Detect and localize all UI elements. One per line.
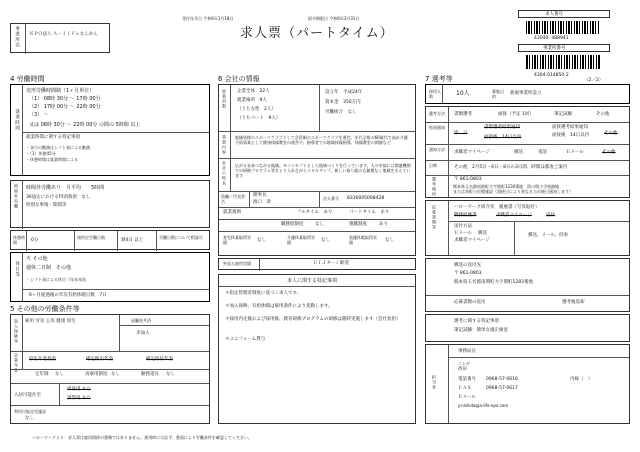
shift-1: （1） 08時 30分 〜 17時 00分 — [29, 96, 101, 102]
barcode-top — [526, 21, 600, 34]
special-notes-title: 求人に関する特記事項 — [287, 278, 338, 284]
shift-2: （2） 17時 00分 〜 22時 00分 — [29, 104, 101, 110]
application-docs-box: 応募書類等 ハローワーク紹介状 履歴書（写真貼付） 職務経歴書 求職者マイページ 送付 送付方法 Ｅメール 郵送 求職者マイページ 郵送、メール、持参 — [425, 200, 630, 256]
holiday-box: 休日等 火 その他 週休二日制 その他 ・シフト表による休日（年末年始 6ヶ月経過後の年次有給休暇日数 7日 — [10, 252, 210, 302]
working-hours-box: 就業時間 変形労働時間制（1ヶ月単位） （1） 08時 30分 〜 17時 00分 （2） 17時 00分 〜 22時 00分 （3） 〜 又は 08時 30分 〜 22時 00分 の間の 5時間 以上 就業時間に関する特記事項 ・各日の勤務はシフト表による勤務 ・（1）休憩45分 ・休憩時間は就業時間による — [10, 84, 210, 176]
deadline-date: 紹介期限日 令和6年3月31日 — [308, 16, 360, 21]
selection-notes-box: 選考に関する特記事項 筆記試験：簡単な適正検査 — [425, 314, 630, 342]
section-7-title: 7 選考等 — [425, 75, 453, 83]
hire-count-box: 採用人数 10人 募集目的 新規事業所設立 — [425, 84, 630, 104]
contact-email: y.nishida@a-life-npo.com — [458, 403, 509, 408]
job-number-box: 求人番号 — [518, 10, 610, 18]
company-info-box: 従業員数 企業全体 22人 就業場所 9人 （うち女性 2人） （うちパート 9人） 設立年 平成24年 資本金 350万円 労働組合 なし 事業内容 地域皆様のスポーツクラブとして会員制のスポーツクラブを運営。年代全般の60歳代で高め介護予防事業として健康体操教室の運営や、指導者での地域体操指導、体操教室の開催など 会社の特長 広がる未来つながる地域。モコンセプトとした地域づくりを行っています。人の幸福には関連機関での研修プログラム等をとり入れながらスタルアップ。新しい取り組みも無理なく地域を支えています 役職／代表者名 理事長 渡口 貴 法人番号 8330005008428 就業規則 フルタイム あり パートタイム あり 職務給制度 なし 復職制度 あり 育児休業取得実績 なし 介護休業取得実績 なし 看護休暇取得実績 なし — [218, 84, 416, 256]
office-number-box: 事業所番号 — [518, 44, 610, 52]
page-title: 求人票（パートタイム） — [240, 26, 394, 41]
mailing-box: 郵送の送付先 〒 861-0803 熊本県玉名郡南関町大字関町1283番地 応募書類の返戻 選考後返却 — [425, 258, 630, 312]
received-date: 受付年月日 令和6年1月18日 — [182, 16, 234, 21]
job-number: 43040- 488941 — [534, 36, 569, 41]
office-name: ＮＰＯ法人 Ａ－ｌｉｆｅなんかん — [29, 32, 98, 37]
contact-box: 担当者 事務局長 ニシダ 西田 電話番号 0968-57-0616 内線（ ） ＦＡＸ 0968-57-0617 Ｅメール y.nishida@a-life-npo.com — [425, 344, 630, 424]
office-name-label: 事業所名 — [14, 26, 20, 48]
shift-head: 変形労働時間制（1ヶ月単位） — [26, 88, 95, 94]
section-6-title: 6 会社の情報 — [218, 75, 260, 83]
venue-address: 熊本県玉名郡南関町大字関町1230番地 街の関小学校跡地 または南町公民館施設（面接日により異なるため後日通知します） — [453, 184, 573, 194]
form-code: 4304-014850-2 — [534, 73, 569, 78]
other-conditions-box: 加入保険等 雇用 労災 公災 健康 厚生 退職金共済 未加入 企業年金 厚生年金基金 確定拠出年金 確定給付年金 定年制 なし 再雇用制度 なし 勤務延長 なし 入居可能住宅 単身用 あり 世帯用 あり 利用可能託児施設 なし — [10, 314, 210, 424]
shift-3: （3） 〜 — [29, 112, 49, 118]
break-box: 休憩時間 0分 週所定労働日数 週4日 以上 労働日数について相談可 — [10, 230, 210, 250]
features-text: 広がる未来つながる地域。モコンセプトとした地域づくりを行っています。人の幸福には関連機関での研修プログラム等をとり入れながらスタルアップ。新しい取り組みも無理なく地域を支えています — [235, 163, 411, 178]
footer-note: ハローワークより：求人票は雇用関係の書類ではありません。採用時には必ず、書面により労働条件を確認してください。 — [32, 435, 252, 440]
section-4-title: 4 労働時間 — [10, 75, 45, 83]
foreign-employment-box: 外国人雇用実績 ＵＩＪターン歓迎 — [218, 258, 416, 270]
overtime-box: 時間外労働 時間外労働あり 月平均 5時間 36協定における特別条項 なし 特別な事情・期間等 — [10, 180, 210, 228]
selection-box: 選考方法 書類選考 面接（予定 1回） 筆記試験 その他 結果通知 即 日 書類選考結果通知 面接選考結果通知 面接後 14日以内 面接後 14日以内 その他 通知方法 求職者マイページ 郵送 電話 Ｅメール その他 日時 その他 2月5日・6日・8日の3日間、時間は都度ご案内 選考場所 〒 861-0803 — [425, 106, 630, 198]
barcode-bottom — [526, 55, 600, 69]
office-name-box — [10, 23, 110, 53]
special-notes-box: 求人に関する特記事項 ＊指定管理者制度に基づく求人です。 ＊加入保険、有給休暇は雇用条件により変動します。 ＊採用内定後および採用後、教育研修プログラムの研修は随時実施します（会社負担） ＊ユニフォーム貸与 — [218, 274, 416, 424]
or-line: 又は 08時 30分 〜 22時 00分 の間の 5時間 以上 — [29, 122, 141, 128]
business-text: 地域皆様のスポーツクラブとして会員制のスポーツクラブを運営。年代全般の60歳代で高め介護予防事業として健康体操教室の運営や、指導者での地域体操指導、体操教室の開催など — [235, 135, 408, 145]
page-number: （2／2） — [584, 78, 604, 83]
section-5-title: 5 その他の労働条件等 — [10, 305, 80, 313]
